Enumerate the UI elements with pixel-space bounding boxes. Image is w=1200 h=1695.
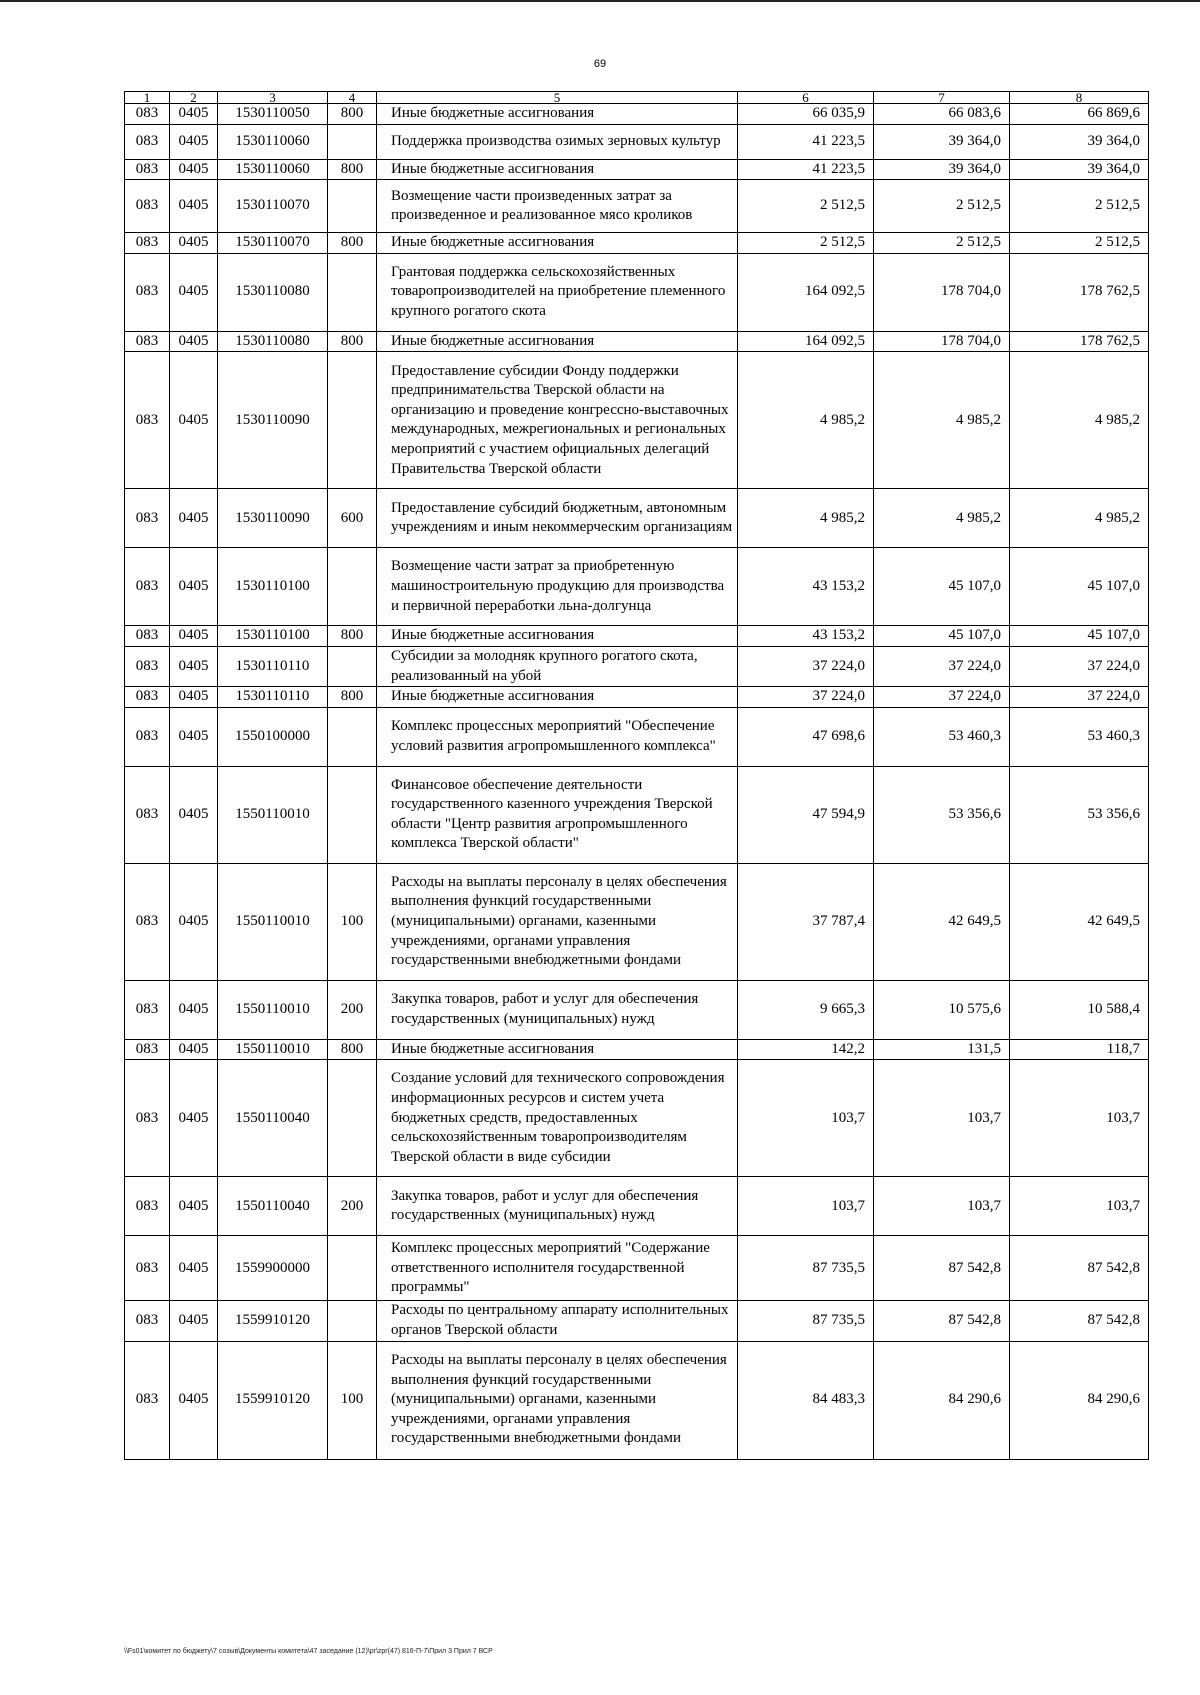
cell-amount-col8: 39 364,0	[1010, 124, 1149, 159]
table-row	[125, 980, 1149, 1039]
cell-section-code: 0405	[170, 489, 218, 548]
cell-expense-type: 800	[328, 626, 377, 647]
cell-amount-col7: 4 985,2	[874, 489, 1010, 548]
cell-amount-col6: 164 092,5	[738, 331, 874, 352]
cell-section-code: 0405	[170, 1039, 218, 1060]
cell-item-name: Возмещение части произведенных затрат за произведенное и реализованное мясо кроликов	[377, 180, 738, 233]
cell-ministry-code: 083	[125, 352, 170, 489]
cell-item-name: Иные бюджетные ассигнования	[377, 331, 738, 352]
cell-item-name: Расходы на выплаты персоналу в целях обеспечения выполнения функций государственными (муниципальными) органами, казенными учреждениями, органами управления государственными внебюджетными фондами	[377, 1341, 738, 1459]
cell-section-code: 0405	[170, 233, 218, 254]
cell-target-article: 1530110090	[218, 489, 328, 548]
table-row	[125, 104, 1149, 125]
header-cell: 2	[170, 92, 218, 104]
cell-expense-type: 100	[328, 863, 377, 980]
cell-amount-col7: 84 290,6	[874, 1341, 1010, 1459]
cell-expense-type	[328, 548, 377, 626]
cell-section-code: 0405	[170, 124, 218, 159]
cell-ministry-code: 083	[125, 104, 170, 125]
header-cell: 6	[738, 92, 874, 104]
cell-amount-col6: 142,2	[738, 1039, 874, 1060]
cell-expense-type: 800	[328, 687, 377, 708]
cell-item-name: Закупка товаров, работ и услуг для обеспечения государственных (муниципальных) нужд	[377, 980, 738, 1039]
cell-section-code: 0405	[170, 1236, 218, 1301]
cell-amount-col6: 2 512,5	[738, 233, 874, 254]
cell-ministry-code: 083	[125, 548, 170, 626]
cell-ministry-code: 083	[125, 687, 170, 708]
cell-item-name: Грантовая поддержка сельскохозяйственных товаропроизводителей на приобретение племенного крупного рогатого скота	[377, 253, 738, 331]
cell-amount-col8: 4 985,2	[1010, 352, 1149, 489]
cell-amount-col8: 53 356,6	[1010, 766, 1149, 863]
cell-section-code: 0405	[170, 1177, 218, 1236]
cell-item-name: Предоставление субсидии Фонду поддержки предпринимательства Тверской области на организацию и проведение конгрессно-выставочных международных, межрегиональных и региональных мероприятий с участием официальных делегаций Правительства Тверской области	[377, 352, 738, 489]
cell-amount-col8: 87 542,8	[1010, 1301, 1149, 1341]
cell-section-code: 0405	[170, 1301, 218, 1341]
cell-item-name: Создание условий для технического сопровождения информационных ресурсов и систем учета бюджетных средств, предоставленных сельскохозяйственным товаропроизводителям Тверской области в виде субсидии	[377, 1060, 738, 1177]
cell-amount-col8: 37 224,0	[1010, 646, 1149, 686]
cell-ministry-code: 083	[125, 1236, 170, 1301]
header-cell: 4	[328, 92, 377, 104]
cell-amount-col7: 42 649,5	[874, 863, 1010, 980]
table-row	[125, 626, 1149, 647]
cell-item-name: Поддержка производства озимых зерновых культур	[377, 124, 738, 159]
cell-expense-type: 800	[328, 159, 377, 180]
cell-expense-type: 800	[328, 331, 377, 352]
cell-amount-col7: 103,7	[874, 1060, 1010, 1177]
cell-expense-type	[328, 253, 377, 331]
cell-amount-col7: 178 704,0	[874, 331, 1010, 352]
cell-ministry-code: 083	[125, 159, 170, 180]
cell-expense-type	[328, 180, 377, 233]
cell-amount-col7: 4 985,2	[874, 352, 1010, 489]
cell-amount-col7: 178 704,0	[874, 253, 1010, 331]
cell-target-article: 1550110010	[218, 1039, 328, 1060]
scan-edge-line	[0, 0, 1200, 2]
cell-item-name: Финансовое обеспечение деятельности государственного казенного учреждения Тверской области "Центр развития агропромышленного комплекса Тверской области"	[377, 766, 738, 863]
cell-amount-col7: 131,5	[874, 1039, 1010, 1060]
table-row	[125, 1177, 1149, 1236]
cell-section-code: 0405	[170, 104, 218, 125]
cell-target-article: 1530110070	[218, 233, 328, 254]
cell-amount-col7: 37 224,0	[874, 646, 1010, 686]
cell-amount-col6: 43 153,2	[738, 548, 874, 626]
table-row	[125, 159, 1149, 180]
cell-item-name: Комплекс процессных мероприятий "Содержание ответственного исполнителя государственной программы"	[377, 1236, 738, 1301]
table-row	[125, 489, 1149, 548]
cell-ministry-code: 083	[125, 1301, 170, 1341]
cell-amount-col6: 164 092,5	[738, 253, 874, 331]
cell-amount-col8: 37 224,0	[1010, 687, 1149, 708]
cell-ministry-code: 083	[125, 1177, 170, 1236]
cell-ministry-code: 083	[125, 863, 170, 980]
cell-amount-col6: 103,7	[738, 1177, 874, 1236]
cell-amount-col7: 39 364,0	[874, 124, 1010, 159]
cell-amount-col7: 2 512,5	[874, 180, 1010, 233]
table-row	[125, 1039, 1149, 1060]
cell-expense-type	[328, 707, 377, 766]
cell-target-article: 1550110010	[218, 863, 328, 980]
table-row	[125, 180, 1149, 233]
cell-amount-col6: 37 224,0	[738, 687, 874, 708]
cell-expense-type	[328, 1301, 377, 1341]
cell-amount-col7: 103,7	[874, 1177, 1010, 1236]
cell-section-code: 0405	[170, 352, 218, 489]
cell-expense-type: 800	[328, 104, 377, 125]
cell-section-code: 0405	[170, 766, 218, 863]
cell-expense-type	[328, 1060, 377, 1177]
cell-amount-col6: 87 735,5	[738, 1301, 874, 1341]
cell-ministry-code: 083	[125, 489, 170, 548]
cell-item-name: Предоставление субсидий бюджетным, автономным учреждениям и иным некоммерческим организациям	[377, 489, 738, 548]
cell-amount-col6: 84 483,3	[738, 1341, 874, 1459]
cell-item-name: Расходы по центральному аппарату исполнительных органов Тверской области	[377, 1301, 738, 1341]
cell-target-article: 1530110080	[218, 253, 328, 331]
table-row	[125, 766, 1149, 863]
cell-target-article: 1530110060	[218, 159, 328, 180]
cell-section-code: 0405	[170, 687, 218, 708]
cell-item-name: Иные бюджетные ассигнования	[377, 233, 738, 254]
cell-amount-col8: 2 512,5	[1010, 233, 1149, 254]
table-row	[125, 1236, 1149, 1301]
table-row	[125, 233, 1149, 254]
cell-amount-col6: 47 594,9	[738, 766, 874, 863]
cell-expense-type: 800	[328, 233, 377, 254]
cell-section-code: 0405	[170, 980, 218, 1039]
cell-amount-col6: 43 153,2	[738, 626, 874, 647]
cell-target-article: 1559900000	[218, 1236, 328, 1301]
cell-target-article: 1530110080	[218, 331, 328, 352]
table-row	[125, 331, 1149, 352]
cell-amount-col6: 87 735,5	[738, 1236, 874, 1301]
cell-amount-col7: 53 460,3	[874, 707, 1010, 766]
cell-amount-col7: 45 107,0	[874, 626, 1010, 647]
cell-target-article: 1550110010	[218, 766, 328, 863]
cell-item-name: Иные бюджетные ассигнования	[377, 104, 738, 125]
cell-target-article: 1530110070	[218, 180, 328, 233]
cell-target-article: 1530110100	[218, 548, 328, 626]
cell-section-code: 0405	[170, 253, 218, 331]
cell-amount-col8: 10 588,4	[1010, 980, 1149, 1039]
cell-amount-col7: 87 542,8	[874, 1301, 1010, 1341]
cell-expense-type: 800	[328, 1039, 377, 1060]
cell-expense-type: 100	[328, 1341, 377, 1459]
cell-expense-type: 600	[328, 489, 377, 548]
cell-ministry-code: 083	[125, 707, 170, 766]
table-row	[125, 352, 1149, 489]
header-cell: 8	[1010, 92, 1149, 104]
cell-ministry-code: 083	[125, 766, 170, 863]
cell-amount-col8: 84 290,6	[1010, 1341, 1149, 1459]
cell-section-code: 0405	[170, 707, 218, 766]
cell-amount-col6: 66 035,9	[738, 104, 874, 125]
cell-amount-col6: 4 985,2	[738, 352, 874, 489]
cell-amount-col7: 87 542,8	[874, 1236, 1010, 1301]
cell-ministry-code: 083	[125, 180, 170, 233]
cell-amount-col6: 103,7	[738, 1060, 874, 1177]
cell-amount-col7: 2 512,5	[874, 233, 1010, 254]
cell-section-code: 0405	[170, 1341, 218, 1459]
cell-item-name: Возмещение части затрат за приобретенную машиностроительную продукцию для производства и первичной переработки льна-долгунца	[377, 548, 738, 626]
cell-target-article: 1530110050	[218, 104, 328, 125]
cell-target-article: 1530110110	[218, 646, 328, 686]
cell-ministry-code: 083	[125, 233, 170, 254]
cell-item-name: Иные бюджетные ассигнования	[377, 1039, 738, 1060]
cell-amount-col8: 178 762,5	[1010, 331, 1149, 352]
file-path-footer: \\Fs01\комитет по бюджету\7 созыв\Документы комитета\47 заседание (12)\pr\zpr(47) 816-П-7\Прил 3 Прил 7 ВСР	[124, 1648, 493, 1655]
cell-amount-col8: 39 364,0	[1010, 159, 1149, 180]
cell-amount-col7: 37 224,0	[874, 687, 1010, 708]
cell-amount-col8: 87 542,8	[1010, 1236, 1149, 1301]
cell-amount-col6: 41 223,5	[738, 159, 874, 180]
cell-item-name: Иные бюджетные ассигнования	[377, 626, 738, 647]
cell-ministry-code: 083	[125, 1341, 170, 1459]
cell-amount-col8: 42 649,5	[1010, 863, 1149, 980]
cell-expense-type	[328, 124, 377, 159]
cell-target-article: 1530110090	[218, 352, 328, 489]
cell-section-code: 0405	[170, 331, 218, 352]
cell-section-code: 0405	[170, 863, 218, 980]
page-number: 69	[593, 58, 607, 70]
table-row	[125, 253, 1149, 331]
cell-section-code: 0405	[170, 180, 218, 233]
cell-expense-type	[328, 646, 377, 686]
cell-ministry-code: 083	[125, 1039, 170, 1060]
cell-target-article: 1550100000	[218, 707, 328, 766]
cell-item-name: Комплекс процессных мероприятий "Обеспечение условий развития агропромышленного комплекса"	[377, 707, 738, 766]
header-cell: 7	[874, 92, 1010, 104]
cell-amount-col8: 178 762,5	[1010, 253, 1149, 331]
cell-amount-col8: 4 985,2	[1010, 489, 1149, 548]
cell-item-name: Расходы на выплаты персоналу в целях обеспечения выполнения функций государственными (муниципальными) органами, казенными учреждениями, органами управления государственными внебюджетными фондами	[377, 863, 738, 980]
table-row	[125, 1341, 1149, 1459]
cell-item-name: Иные бюджетные ассигнования	[377, 687, 738, 708]
cell-target-article: 1530110060	[218, 124, 328, 159]
cell-amount-col7: 66 083,6	[874, 104, 1010, 125]
cell-amount-col7: 45 107,0	[874, 548, 1010, 626]
cell-item-name: Субсидии за молодняк крупного рогатого скота, реализованный на убой	[377, 646, 738, 686]
cell-section-code: 0405	[170, 548, 218, 626]
cell-target-article: 1550110040	[218, 1060, 328, 1177]
column-number-header	[125, 92, 1149, 104]
cell-amount-col7: 39 364,0	[874, 159, 1010, 180]
table-row	[125, 687, 1149, 708]
cell-section-code: 0405	[170, 646, 218, 686]
cell-expense-type: 200	[328, 980, 377, 1039]
cell-expense-type: 200	[328, 1177, 377, 1236]
cell-section-code: 0405	[170, 159, 218, 180]
cell-section-code: 0405	[170, 1060, 218, 1177]
cell-ministry-code: 083	[125, 124, 170, 159]
cell-amount-col8: 118,7	[1010, 1039, 1149, 1060]
cell-target-article: 1550110040	[218, 1177, 328, 1236]
cell-target-article: 1550110010	[218, 980, 328, 1039]
header-cell: 3	[218, 92, 328, 104]
table-row	[125, 1060, 1149, 1177]
cell-ministry-code: 083	[125, 331, 170, 352]
table-row	[125, 1301, 1149, 1341]
table-row	[125, 124, 1149, 159]
cell-ministry-code: 083	[125, 253, 170, 331]
cell-amount-col6: 9 665,3	[738, 980, 874, 1039]
cell-amount-col8: 66 869,6	[1010, 104, 1149, 125]
cell-amount-col8: 103,7	[1010, 1060, 1149, 1177]
cell-target-article: 1559910120	[218, 1341, 328, 1459]
cell-amount-col7: 53 356,6	[874, 766, 1010, 863]
cell-target-article: 1530110110	[218, 687, 328, 708]
table-row	[125, 863, 1149, 980]
cell-ministry-code: 083	[125, 626, 170, 647]
cell-amount-col8: 53 460,3	[1010, 707, 1149, 766]
cell-ministry-code: 083	[125, 646, 170, 686]
table-row	[125, 646, 1149, 686]
cell-ministry-code: 083	[125, 1060, 170, 1177]
cell-amount-col6: 37 224,0	[738, 646, 874, 686]
cell-amount-col7: 10 575,6	[874, 980, 1010, 1039]
cell-amount-col6: 2 512,5	[738, 180, 874, 233]
cell-amount-col8: 2 512,5	[1010, 180, 1149, 233]
cell-amount-col8: 45 107,0	[1010, 548, 1149, 626]
cell-target-article: 1530110100	[218, 626, 328, 647]
cell-section-code: 0405	[170, 626, 218, 647]
cell-amount-col6: 37 787,4	[738, 863, 874, 980]
table-row	[125, 548, 1149, 626]
cell-item-name: Закупка товаров, работ и услуг для обеспечения государственных (муниципальных) нужд	[377, 1177, 738, 1236]
header-cell: 5	[377, 92, 738, 104]
cell-target-article: 1559910120	[218, 1301, 328, 1341]
cell-ministry-code: 083	[125, 980, 170, 1039]
cell-amount-col8: 45 107,0	[1010, 626, 1149, 647]
cell-amount-col6: 41 223,5	[738, 124, 874, 159]
cell-amount-col6: 47 698,6	[738, 707, 874, 766]
cell-item-name: Иные бюджетные ассигнования	[377, 159, 738, 180]
cell-expense-type	[328, 766, 377, 863]
table-row	[125, 707, 1149, 766]
cell-expense-type	[328, 352, 377, 489]
budget-table	[124, 91, 1149, 1460]
cell-amount-col8: 103,7	[1010, 1177, 1149, 1236]
cell-expense-type	[328, 1236, 377, 1301]
cell-amount-col6: 4 985,2	[738, 489, 874, 548]
header-cell: 1	[125, 92, 170, 104]
